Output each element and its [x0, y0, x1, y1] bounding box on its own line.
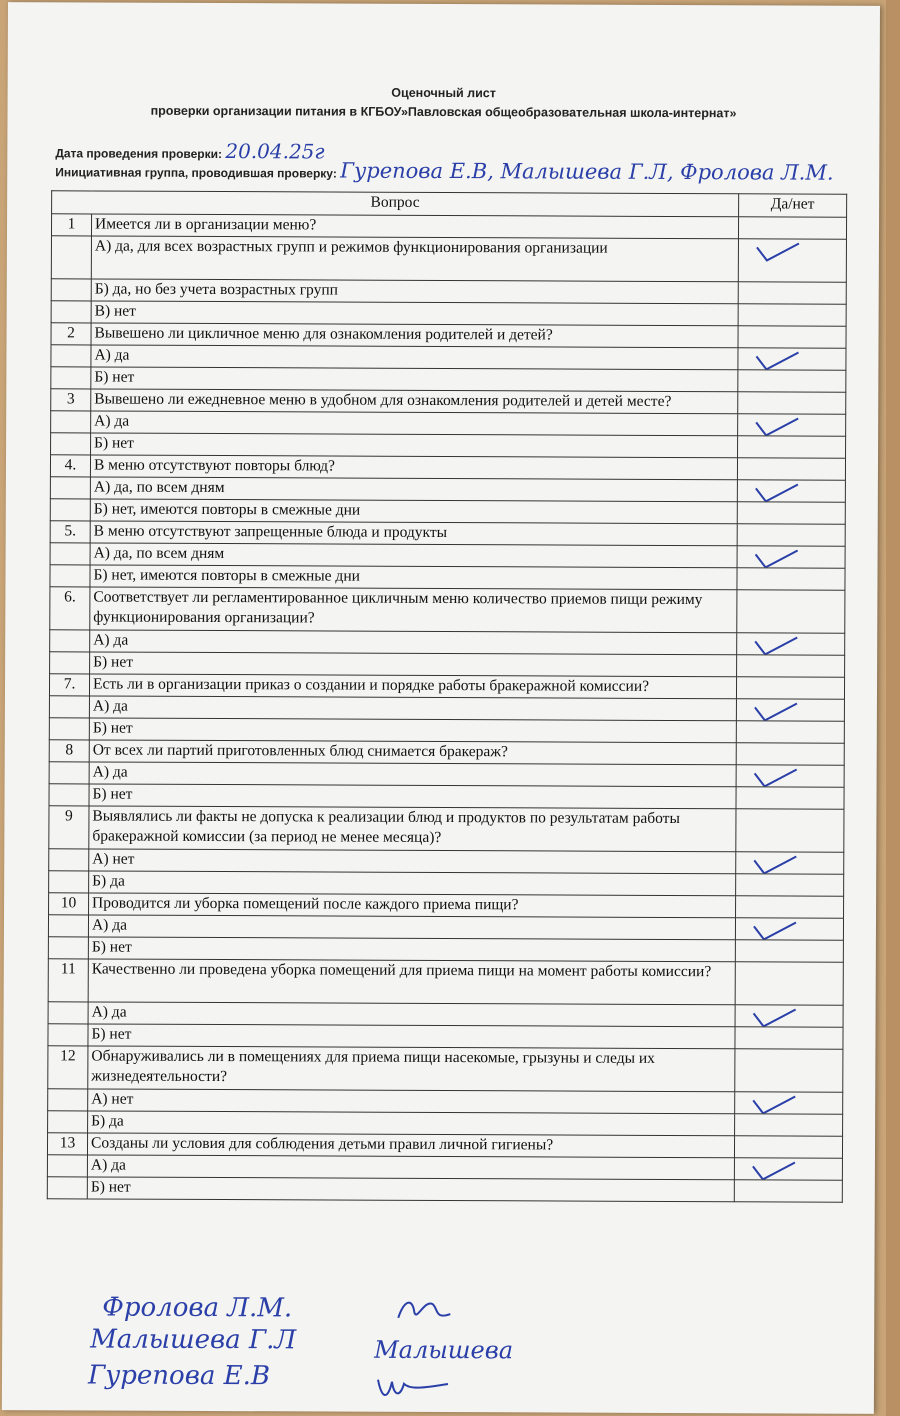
checkmark-icon — [750, 920, 800, 940]
document-header — [7, 82, 879, 124]
table-row — [47, 1177, 842, 1202]
checkmark-icon — [753, 241, 803, 263]
row-number — [50, 652, 90, 674]
row-number: 5. — [50, 521, 90, 543]
document-sheet — [2, 2, 880, 1414]
table-row — [49, 806, 844, 852]
group-label: Инициативная группа, проводившая проверку: — [55, 165, 337, 181]
answer-cell[interactable] — [737, 502, 845, 524]
answer-cell[interactable] — [735, 940, 843, 962]
answer-cell[interactable] — [738, 414, 846, 436]
row-number — [51, 279, 91, 301]
answer-cell[interactable] — [737, 568, 845, 590]
answer-cell[interactable] — [735, 1092, 843, 1114]
answer-cell[interactable] — [738, 326, 846, 348]
row-number — [50, 477, 90, 499]
checkmark-icon — [752, 350, 802, 370]
signature-name-3: Гурепова Е.В — [87, 1360, 271, 1392]
row-number — [47, 1177, 87, 1199]
answer-cell[interactable] — [737, 546, 845, 568]
answer-option: А) да — [88, 915, 735, 940]
answer-option: Б) нет — [90, 652, 737, 677]
answer-cell[interactable] — [738, 282, 846, 304]
answer-cell[interactable] — [736, 721, 844, 743]
checkmark-icon — [751, 767, 801, 787]
answer-option: Б) нет — [88, 937, 735, 962]
row-number — [51, 236, 91, 279]
question-text: Проводится ли уборка помещений после каждого приема пищи? — [89, 893, 736, 918]
answer-cell[interactable] — [737, 590, 845, 633]
answer-option: Б) да — [88, 1111, 735, 1136]
answer-option: А) да, по всем дням — [90, 477, 737, 502]
row-number: 7. — [49, 674, 89, 696]
row-number — [50, 499, 90, 521]
answer-cell[interactable] — [735, 1049, 843, 1092]
row-number: 2 — [51, 323, 91, 345]
document-title: Оценочный лист — [391, 85, 496, 101]
table-row — [48, 1046, 843, 1092]
answer-option: А) да, по всем дням — [90, 543, 737, 568]
table-row — [50, 587, 845, 633]
row-number: 9 — [49, 806, 89, 849]
row-number — [51, 411, 91, 433]
table-row — [51, 236, 846, 282]
answer-cell[interactable] — [734, 1180, 842, 1202]
answer-cell[interactable] — [737, 458, 845, 480]
answer-option: А) да — [89, 762, 736, 787]
checkmark-icon — [750, 854, 800, 874]
signature-scribble-3-icon — [374, 1370, 454, 1404]
answer-cell[interactable] — [736, 677, 844, 699]
answer-cell[interactable] — [735, 962, 843, 1005]
answer-cell[interactable] — [736, 852, 844, 874]
group-value: Гурепова Е.В, Малышева Г.Л, Фролова Л.М. — [340, 158, 834, 185]
question-text: Есть ли в организации приказ о создании и порядке работы бракеражной комиссии? — [89, 674, 736, 699]
answer-cell[interactable] — [736, 809, 844, 852]
question-text: От всех ли партий приготовленных блюд снимается бракераж? — [89, 740, 736, 765]
date-label: Дата проведения проверки: — [55, 146, 223, 162]
row-number — [48, 915, 88, 937]
answer-cell[interactable] — [736, 765, 844, 787]
checkmark-icon — [752, 548, 802, 568]
answer-option: А) да — [88, 1002, 735, 1027]
answer-option: А) да, для всех возрастных групп и режимов функционирования организации — [91, 236, 738, 282]
question-text: Обнаруживались ли в помещениях для приема пищи насекомые, грызуны и следы их жизнедеятельности? — [88, 1046, 735, 1092]
signature-mark-2: Малышева — [374, 1335, 514, 1365]
checkmark-icon — [750, 1007, 800, 1027]
checkmark-icon — [751, 635, 801, 655]
table-header-row — [52, 191, 847, 217]
row-number — [50, 543, 90, 565]
row-number — [50, 565, 90, 587]
row-number — [47, 1155, 87, 1177]
checkmark-icon — [749, 1160, 799, 1180]
signature-scribble-1-icon — [394, 1294, 454, 1328]
checkmark-icon — [749, 1094, 799, 1114]
row-number — [48, 1024, 88, 1046]
question-text: Вывешено ли ежедневное меню в удобном для ознакомления родителей и детей месте? — [91, 389, 738, 414]
question-text: Вывешено ли цикличное меню для ознакомления родителей и детей? — [91, 323, 738, 348]
answer-cell[interactable] — [737, 480, 845, 502]
answer-cell[interactable] — [735, 918, 843, 940]
row-number: 11 — [48, 959, 88, 1002]
answer-cell[interactable] — [738, 436, 846, 458]
row-number — [48, 1002, 88, 1024]
answer-option: А) да — [90, 630, 737, 655]
row-number: 6. — [50, 587, 90, 630]
question-text: Имеется ли в организации меню? — [91, 214, 738, 239]
checklist-body — [47, 214, 846, 1202]
answer-cell[interactable] — [738, 217, 846, 239]
answer-cell[interactable] — [736, 699, 844, 721]
inspection-group — [55, 157, 833, 184]
checkmark-icon — [751, 701, 801, 721]
checkmark-icon — [752, 416, 802, 436]
answer-cell[interactable] — [738, 304, 846, 326]
row-number — [48, 1089, 88, 1111]
row-number: 1 — [51, 214, 91, 236]
date-value: 20.04.25г — [225, 139, 325, 164]
question-text: Качественно ли проведена уборка помещений для приема пищи на момент работы комиссии? — [88, 959, 735, 1005]
answer-cell[interactable] — [738, 392, 846, 414]
answer-cell[interactable] — [735, 1027, 843, 1049]
row-number — [51, 301, 91, 323]
answer-cell[interactable] — [735, 1114, 843, 1136]
question-text: В меню отсутствуют повторы блюд? — [90, 455, 737, 480]
row-number — [49, 696, 89, 718]
row-number: 13 — [47, 1133, 87, 1155]
answer-option: А) да — [91, 345, 738, 370]
row-number — [49, 762, 89, 784]
answer-cell[interactable] — [738, 370, 846, 392]
row-number — [49, 718, 89, 740]
row-number — [49, 784, 89, 806]
question-text: Соответствует ли регламентированное цикличным меню количество приемов пищи режиму функционирования организации? — [90, 587, 737, 633]
row-number — [51, 367, 91, 389]
answer-cell[interactable] — [737, 524, 845, 546]
answer-cell[interactable] — [735, 1005, 843, 1027]
answer-option: Б) да, но без учета возрастных групп — [91, 279, 738, 304]
question-text: В меню отсутствуют запрещенные блюда и продукты — [90, 521, 737, 546]
answer-cell[interactable] — [737, 633, 845, 655]
answer-option: Б) да — [89, 871, 736, 896]
answer-option: Б) нет — [88, 1024, 735, 1049]
answer-option: Б) нет, имеются повторы в смежные дни — [90, 565, 737, 590]
answer-option: А) нет — [88, 1089, 735, 1114]
signature-name-2: Малышева Г.Л — [90, 1324, 297, 1356]
answer-option: Б) нет, имеются повторы в смежные дни — [90, 499, 737, 524]
answer-option: Б) нет — [91, 367, 738, 392]
answer-cell[interactable] — [738, 348, 846, 370]
document-subtitle: проверки организации питания в КГБОУ»Павловская общеобразовательная школа-интернат» — [150, 103, 737, 121]
answer-cell[interactable] — [736, 743, 844, 765]
checklist-table — [47, 190, 847, 1202]
answer-cell[interactable] — [736, 874, 844, 896]
row-number — [49, 849, 89, 871]
question-text: Созданы ли условия для соблюдения детьми правил личной гигиены? — [87, 1133, 734, 1158]
signature-name-1: Фролова Л.М. — [102, 1292, 293, 1324]
answer-option: Б) нет — [91, 433, 738, 458]
desk-edge — [886, 0, 900, 1416]
row-number: 10 — [49, 893, 89, 915]
answer-option: А) да — [91, 411, 738, 436]
answer-cell[interactable] — [736, 896, 844, 918]
answer-cell[interactable] — [738, 239, 846, 282]
answer-cell[interactable] — [734, 1158, 842, 1180]
row-number — [51, 345, 91, 367]
column-header-question: Вопрос — [52, 191, 739, 217]
question-text: Выявлялись ли факты не допуска к реализации блюд и продуктов по результатам работы бракеражной комиссии (за период не менее месяца)? — [89, 806, 736, 852]
answer-cell[interactable] — [736, 787, 844, 809]
answer-option: А) да — [89, 696, 736, 721]
row-number — [51, 433, 91, 455]
answer-option: А) нет — [89, 849, 736, 874]
answer-cell[interactable] — [734, 1136, 842, 1158]
row-number — [49, 871, 89, 893]
row-number: 8 — [49, 740, 89, 762]
table-row — [48, 959, 843, 1005]
answer-option: Б) нет — [87, 1177, 734, 1202]
row-number: 12 — [48, 1046, 88, 1089]
row-number — [48, 1111, 88, 1133]
row-number — [50, 630, 90, 652]
answer-option: В) нет — [91, 301, 738, 326]
row-number: 4. — [50, 455, 90, 477]
row-number: 3 — [51, 389, 91, 411]
answer-option: Б) нет — [89, 718, 736, 743]
checkmark-icon — [752, 482, 802, 502]
column-header-answer: Да/нет — [739, 194, 847, 217]
answer-option: Б) нет — [89, 784, 736, 809]
answer-option: А) да — [87, 1155, 734, 1180]
row-number — [48, 937, 88, 959]
answer-cell[interactable] — [737, 655, 845, 677]
